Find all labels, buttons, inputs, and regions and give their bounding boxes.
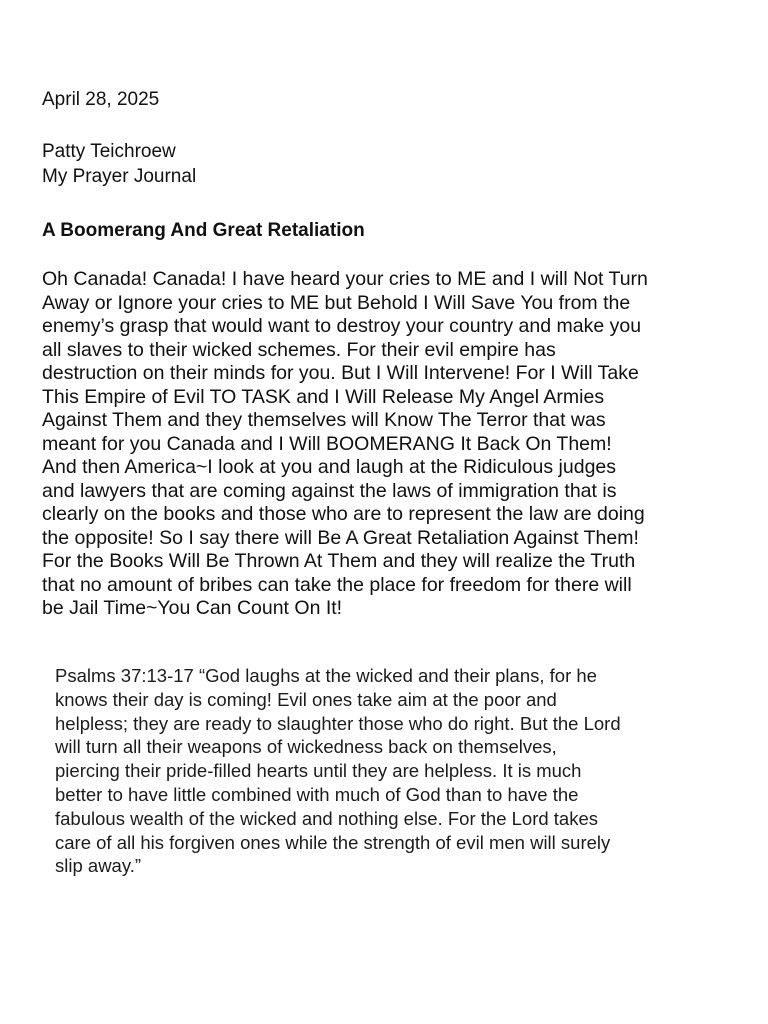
- scripture-line: piercing their pride-filled hearts until they are helpless. It is much: [55, 760, 582, 782]
- entry-title: A Boomerang And Great Retaliation: [42, 220, 365, 241]
- body-line: And then America~I look at you and laugh at the Ridiculous judges: [42, 456, 617, 478]
- scripture-line: helpless; they are ready to slaughter those who do right. But the Lord: [55, 712, 621, 734]
- scripture-quote: [55, 664, 745, 878]
- scripture-line: will turn all their weapons of wickedness back on themselves,: [55, 736, 557, 758]
- body-line: and lawyers that are coming against the laws of immigration that is: [42, 479, 617, 502]
- entry-date: April 28, 2025: [42, 89, 160, 110]
- body-line: enemy’s grasp that would want to destroy your country and make you: [42, 315, 642, 337]
- body-line: clearly on the books and those who are to represent the law are doing: [42, 503, 645, 525]
- body-line: Away or Ignore your cries to ME but Behold I Will Save You from the: [42, 291, 631, 314]
- body-line: be Jail Time~You Can Count On It!: [42, 597, 343, 619]
- body-line: Oh Canada! Canada! I have heard your cries to ME and I will Not Turn: [42, 268, 648, 290]
- author-name: Patty Teichroew: [42, 141, 176, 162]
- prophetic-message: [42, 268, 742, 621]
- body-line: that no amount of bribes can take the place for freedom for there will: [42, 573, 632, 596]
- body-line: destruction on their minds for you. But I Will Intervene! For I Will Take: [42, 362, 639, 384]
- scripture-line: slip away.”: [55, 855, 142, 877]
- journal-name: My Prayer Journal: [42, 166, 197, 187]
- scripture-line: better to have little combined with much of God than to have the: [55, 783, 579, 805]
- scripture-line: care of all his forgiven ones while the strength of evil men will surely: [55, 831, 611, 853]
- body-line: meant for you Canada and I Will BOOMERANG It Back On Them!: [42, 432, 612, 455]
- scripture-line: Psalms 37:13-17 “God laughs at the wicked and their plans, for he: [55, 665, 597, 686]
- body-line: For the Books Will Be Thrown At Them and they will realize the Truth: [42, 550, 636, 572]
- body-line: all slaves to their wicked schemes. For their evil empire has: [42, 338, 556, 361]
- body-line: Against Them and they themselves will Know The Terror that was: [42, 409, 606, 431]
- body-line: This Empire of Evil TO TASK and I Will Release My Angel Armies: [42, 385, 605, 408]
- scripture-line: knows their day is coming! Evil ones take aim at the poor and: [55, 688, 557, 710]
- body-line: the opposite! So I say there will Be A Great Retaliation Against Them!: [42, 526, 639, 549]
- scripture-line: fabulous wealth of the wicked and nothing else. For the Lord takes: [55, 807, 599, 829]
